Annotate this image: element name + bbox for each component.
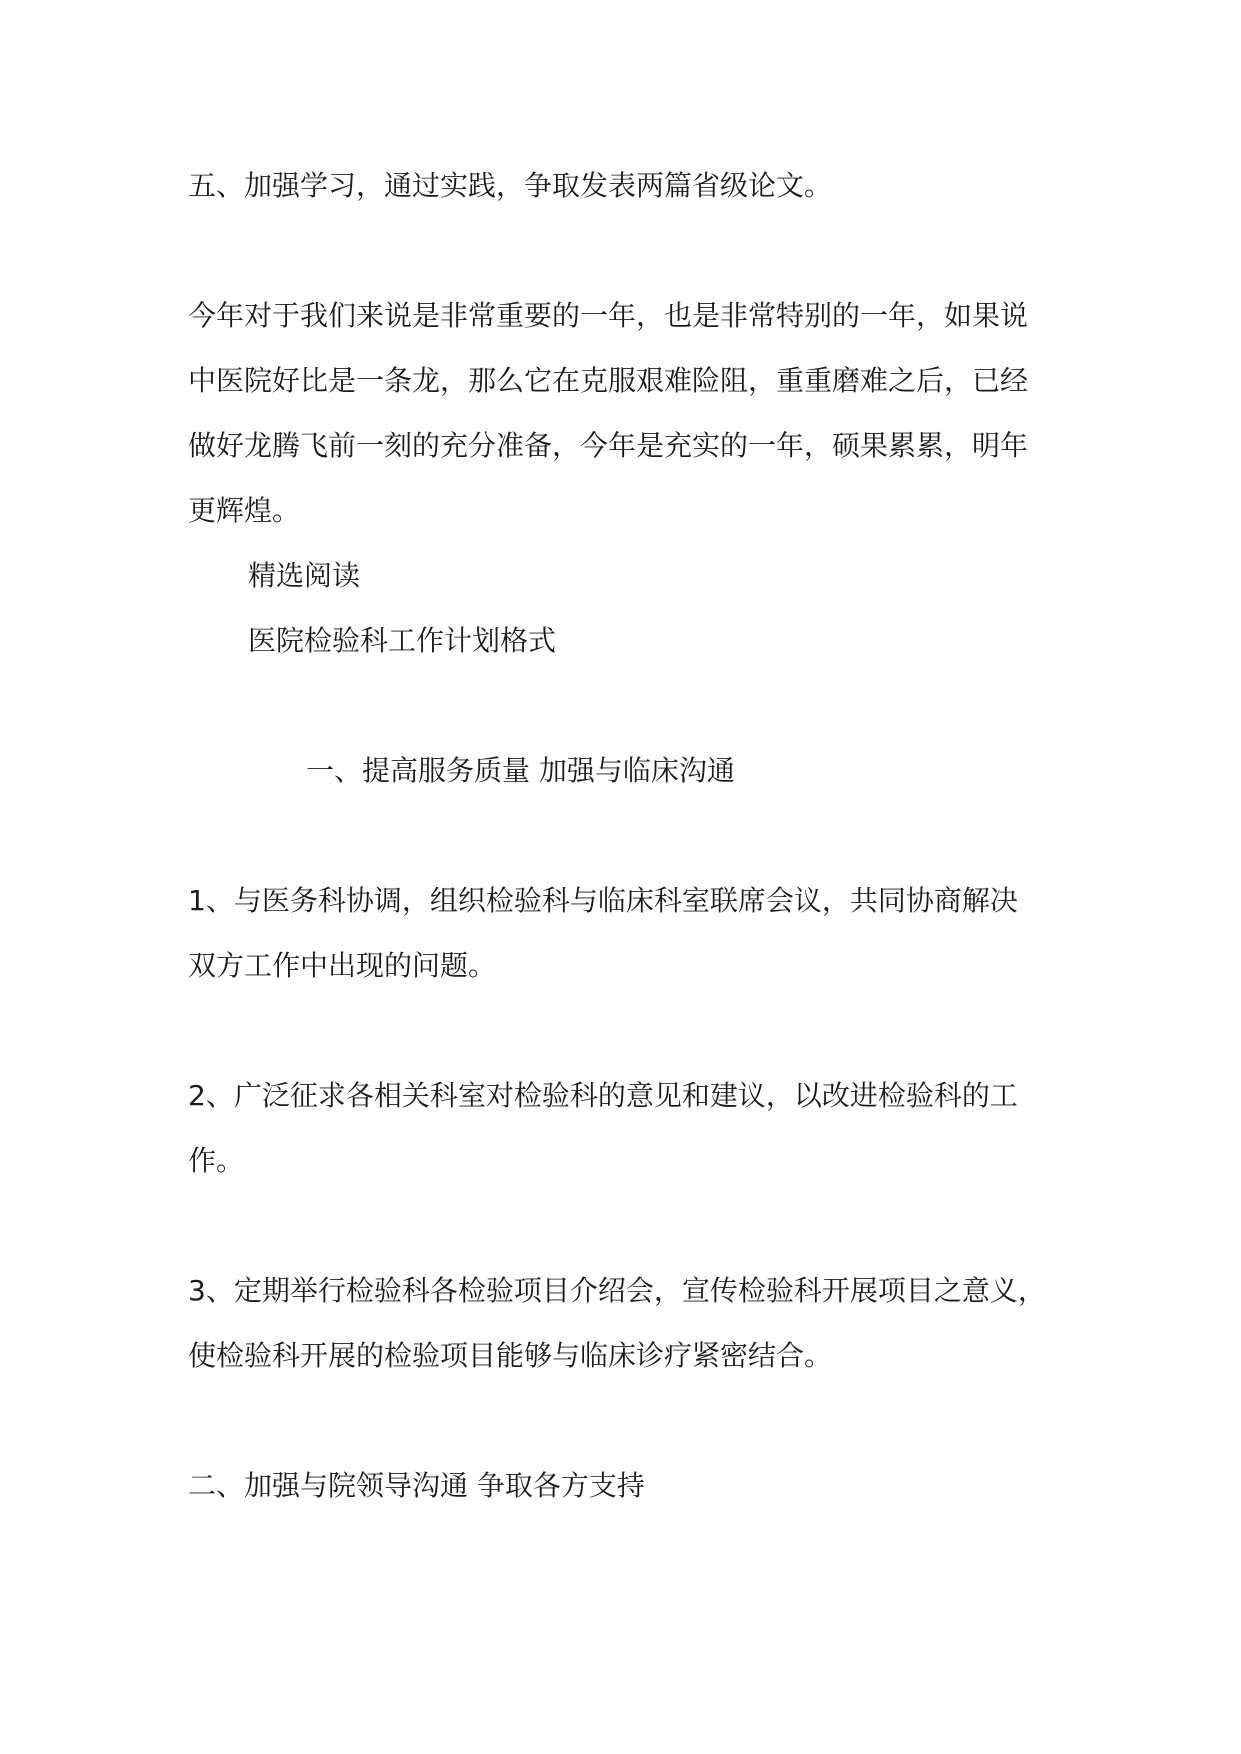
paragraph-year-line-2: 中医院好比是一条龙，那么它在克服艰难险阻，重重磨难之后，已经 <box>188 364 1029 397</box>
selected-reading-label: 精选阅读 <box>248 559 361 592</box>
item-one-line-1: 1、与医务科协调，组织检验科与临床科室联席会议，共同协商解决 <box>188 884 1018 917</box>
item-three-line-1: 3、定期举行检验科各检验项目介绍会，宣传检验科开展项目之意义， <box>188 1274 1046 1307</box>
paragraph-five: 五、加强学习，通过实践，争取发表两篇省级论文。 <box>188 169 833 202</box>
item-two-line-1: 2、广泛征求各相关科室对检验科的意见和建议，以改进检验科的工 <box>188 1079 1018 1112</box>
item-two-line-2: 作。 <box>188 1144 245 1177</box>
section-one-heading: 一、提高服务质量 加强与临床沟通 <box>306 754 735 787</box>
plan-title: 医院检验科工作计划格式 <box>248 624 557 657</box>
paragraph-year-line-4: 更辉煌。 <box>188 494 301 527</box>
item-one-line-2: 双方工作中出现的问题。 <box>188 949 497 982</box>
section-two-heading: 二、加强与院领导沟通 争取各方支持 <box>188 1469 645 1502</box>
paragraph-year-line-3: 做好龙腾飞前一刻的充分准备，今年是充实的一年，硕果累累，明年 <box>188 429 1029 462</box>
item-three-line-2: 使检验科开展的检验项目能够与临床诊疗紧密结合。 <box>188 1339 833 1372</box>
paragraph-year-line-1: 今年对于我们来说是非常重要的一年，也是非常特别的一年，如果说 <box>188 299 1029 332</box>
